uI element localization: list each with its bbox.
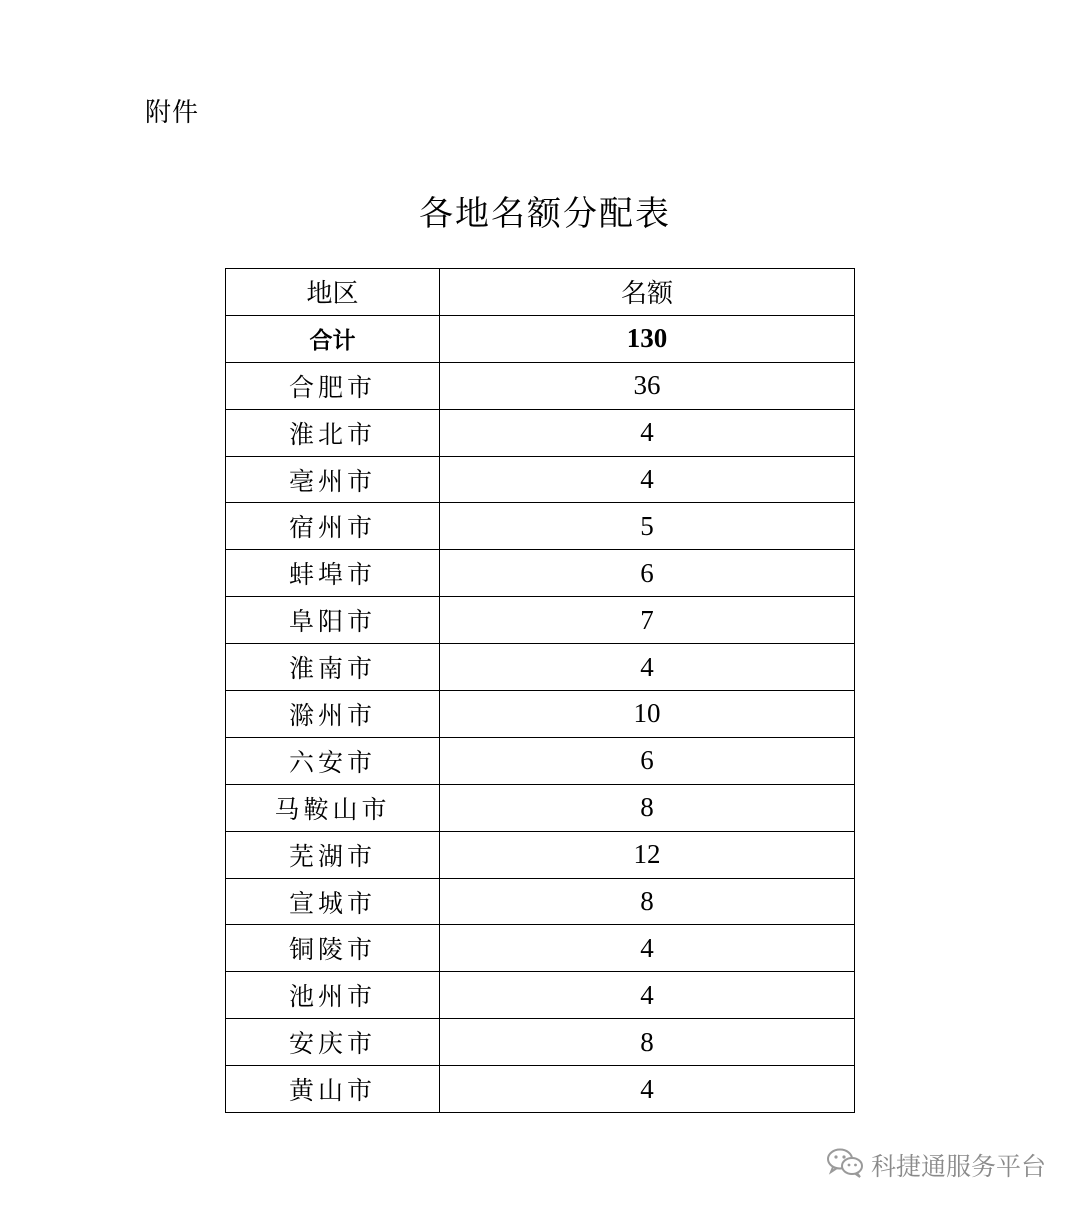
total-label: 合计 xyxy=(226,315,440,362)
region-cell: 铜陵市 xyxy=(226,925,440,972)
quota-cell: 4 xyxy=(440,1066,855,1113)
table-row xyxy=(226,1066,855,1113)
table-row xyxy=(226,597,855,644)
watermark xyxy=(825,1146,1046,1184)
quota-cell: 8 xyxy=(440,1019,855,1066)
table-row xyxy=(226,831,855,878)
page-title: 各地名额分配表 xyxy=(419,194,671,234)
quota-cell: 4 xyxy=(440,972,855,1019)
table-row xyxy=(226,784,855,831)
region-cell: 黄山市 xyxy=(226,1066,440,1113)
table-row xyxy=(226,456,855,503)
table-row xyxy=(226,737,855,784)
quota-cell: 12 xyxy=(440,831,855,878)
quota-cell: 4 xyxy=(440,456,855,503)
quota-cell: 6 xyxy=(440,550,855,597)
table-row xyxy=(226,1019,855,1066)
region-cell: 芜湖市 xyxy=(226,831,440,878)
attachment-label: 附件 xyxy=(145,98,200,128)
region-cell: 宣城市 xyxy=(226,878,440,925)
header-quota: 名额 xyxy=(440,269,855,316)
region-cell: 马鞍山市 xyxy=(226,784,440,831)
table-row xyxy=(226,972,855,1019)
table-row xyxy=(226,691,855,738)
quota-cell: 10 xyxy=(440,691,855,738)
quota-cell: 8 xyxy=(440,784,855,831)
quota-cell: 36 xyxy=(440,362,855,409)
region-cell: 安庆市 xyxy=(226,1019,440,1066)
table-row xyxy=(226,362,855,409)
quota-cell: 4 xyxy=(440,644,855,691)
quota-cell: 4 xyxy=(440,925,855,972)
region-cell: 滁州市 xyxy=(226,691,440,738)
quota-cell: 8 xyxy=(440,878,855,925)
region-cell: 合肥市 xyxy=(226,362,440,409)
table-header-row xyxy=(226,269,855,316)
table-row xyxy=(226,550,855,597)
total-row xyxy=(226,315,855,362)
header-region: 地区 xyxy=(226,269,440,316)
wechat-icon xyxy=(825,1146,865,1184)
region-cell: 阜阳市 xyxy=(226,597,440,644)
region-cell: 蚌埠市 xyxy=(226,550,440,597)
table-row xyxy=(226,503,855,550)
quota-table xyxy=(225,268,855,1113)
quota-cell: 4 xyxy=(440,409,855,456)
region-cell: 淮北市 xyxy=(226,409,440,456)
region-cell: 宿州市 xyxy=(226,503,440,550)
region-cell: 亳州市 xyxy=(226,456,440,503)
quota-cell: 7 xyxy=(440,597,855,644)
table-row xyxy=(226,878,855,925)
quota-cell: 5 xyxy=(440,503,855,550)
region-cell: 淮南市 xyxy=(226,644,440,691)
region-cell: 六安市 xyxy=(226,737,440,784)
table-row xyxy=(226,644,855,691)
watermark-text: 科捷通服务平台 xyxy=(870,1152,1046,1181)
table-row xyxy=(226,925,855,972)
quota-cell: 6 xyxy=(440,737,855,784)
total-value: 130 xyxy=(440,315,855,362)
table-row xyxy=(226,409,855,456)
region-cell: 池州市 xyxy=(226,972,440,1019)
